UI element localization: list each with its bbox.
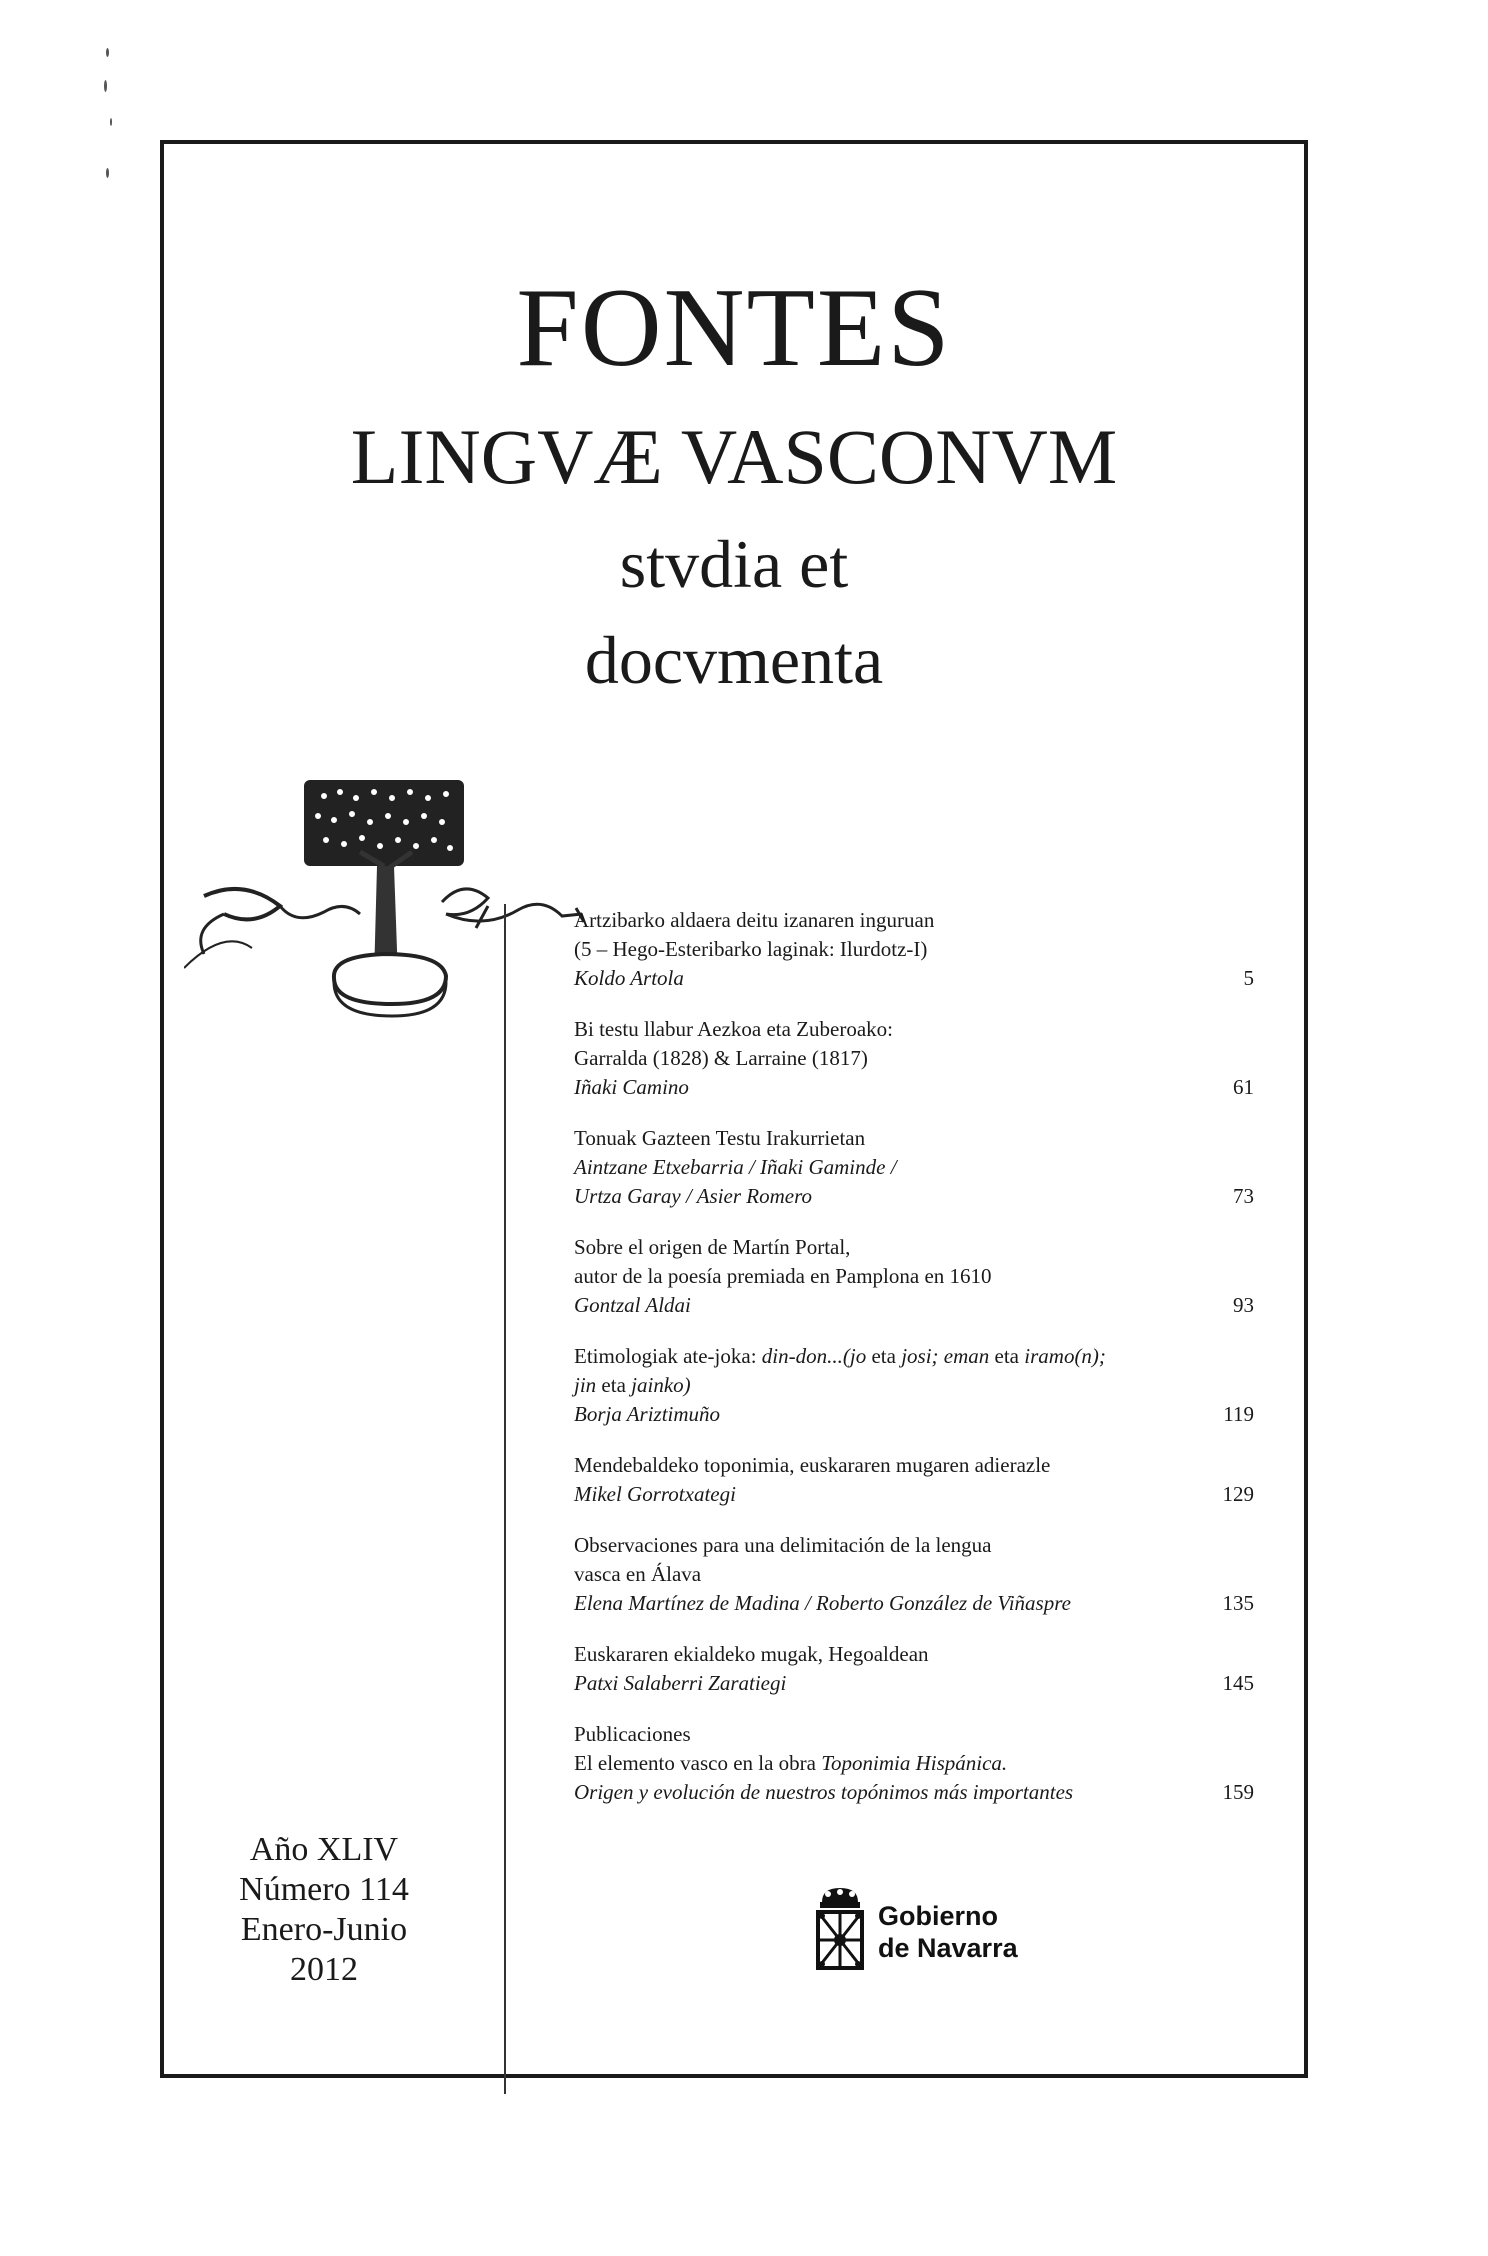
toc-author: Patxi Salaberri Zaratiegi xyxy=(574,1671,787,1695)
toc-page-number: 145 xyxy=(1222,1671,1254,1695)
toc-article-title-line: vasca en Álava xyxy=(574,1562,702,1586)
toc-entry[interactable] xyxy=(574,1233,1254,1320)
toc-page-number: 5 xyxy=(1243,966,1254,990)
toc-article-title-line: Euskararen ekialdeko mugak, Hegoaldean xyxy=(574,1642,929,1666)
publisher-logo xyxy=(814,1882,1114,1982)
toc-entry[interactable] xyxy=(574,1720,1254,1807)
toc-author: Elena Martínez de Madina / Roberto González de Viñaspre xyxy=(574,1591,1071,1615)
issue-year: 2012 xyxy=(290,1951,358,1988)
toc-entry[interactable] xyxy=(574,1124,1254,1211)
toc-article-title-line: Observaciones para una delimitación de la lengua xyxy=(574,1533,992,1557)
toc-page-number: 93 xyxy=(1233,1293,1254,1317)
toc-page-number: 61 xyxy=(1233,1075,1254,1099)
column-divider xyxy=(504,904,506,2094)
journal-title: FONTES xyxy=(516,266,952,390)
toc-page-number: 129 xyxy=(1222,1482,1254,1506)
toc-article-title-line: Bi testu llabur Aezkoa eta Zuberoako: xyxy=(574,1017,893,1041)
toc-article-title-line: Origen y evolución de nuestros topónimos más importantes xyxy=(574,1780,1074,1804)
scan-speck xyxy=(106,48,109,57)
toc-article-title-line: El elemento vasco en la obra Toponimia Hispánica. xyxy=(574,1751,1008,1775)
publisher-name: Gobierno de Navarra xyxy=(878,1901,1018,1963)
toc-entry[interactable] xyxy=(574,1531,1254,1618)
toc-entry[interactable] xyxy=(574,906,1254,993)
journal-subtitle: LINGVÆ VASCONVM xyxy=(350,413,1118,500)
journal-tagline-2: docvmenta xyxy=(584,622,884,698)
issue-period: Enero-Junio xyxy=(240,1911,408,1948)
journal-tagline-1: stvdia et xyxy=(619,526,849,602)
toc-author: Koldo Artola xyxy=(574,966,684,990)
issue-number: Número 114 xyxy=(239,1871,409,1908)
toc-entry[interactable] xyxy=(574,1640,1254,1698)
toc-article-title-line: Tonuak Gazteen Testu Irakurrietan xyxy=(574,1126,866,1150)
scan-speck xyxy=(110,118,112,126)
toc-article-title-line: Sobre el origen de Martín Portal, xyxy=(574,1235,851,1259)
toc-section-label: Publicaciones xyxy=(574,1722,691,1746)
toc-entry[interactable] xyxy=(574,1015,1254,1102)
toc-author: Aintzane Etxebarria / Iñaki Gaminde / xyxy=(574,1155,897,1179)
toc-entry[interactable] xyxy=(574,1451,1254,1509)
table-of-contents xyxy=(574,906,1254,1829)
toc-page-number: 73 xyxy=(1233,1184,1254,1208)
toc-page-number: 119 xyxy=(1223,1402,1254,1426)
issue-info xyxy=(164,1830,484,1990)
toc-author: Gontzal Aldai xyxy=(574,1293,691,1317)
toc-page-number: 159 xyxy=(1222,1780,1254,1804)
cover-frame xyxy=(160,140,1308,2078)
navarra-coat-of-arms-icon xyxy=(814,1882,866,1982)
toc-page-number: 135 xyxy=(1222,1591,1254,1615)
toc-article-title-line: Mendebaldeko toponimia, euskararen mugaren adierazle xyxy=(574,1453,1051,1477)
toc-author: Mikel Gorrotxategi xyxy=(574,1482,736,1506)
issue-year-label: Año XLIV xyxy=(249,1831,399,1868)
toc-article-title-line: Artzibarko aldaera deitu izanaren inguruan xyxy=(574,908,935,932)
scan-speck xyxy=(104,80,107,92)
toc-article-title-line: autor de la poesía premiada en Pamplona en 1610 xyxy=(574,1264,992,1288)
toc-article-title-line: Garralda (1828) & Larraine (1817) xyxy=(574,1046,868,1070)
toc-author: Urtza Garay / Asier Romero xyxy=(574,1184,812,1208)
toc-author: Iñaki Camino xyxy=(574,1075,689,1099)
scan-speck xyxy=(106,168,109,178)
toc-entry[interactable] xyxy=(574,1342,1254,1429)
toc-article-title-line: (5 – Hego-Esteribarko laginak: Ilurdotz-I) xyxy=(574,937,928,961)
toc-author: Borja Ariztimuño xyxy=(574,1402,721,1426)
toc-article-title-line: Etimologiak ate-joka: din-don...(jo eta josi; eman eta iramo(n); jin eta jainko) xyxy=(574,1344,1106,1397)
